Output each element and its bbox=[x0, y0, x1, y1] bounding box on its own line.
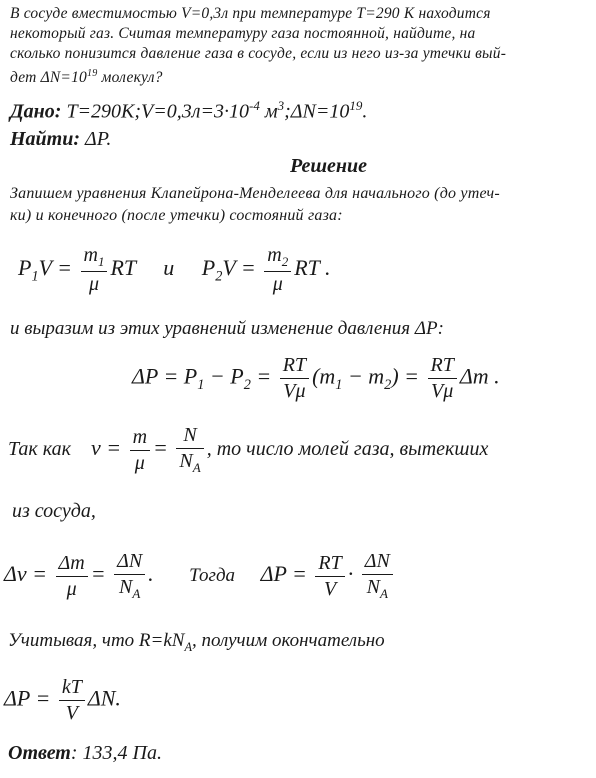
equation-pressure-change: $\Delta P = P_1 - P_2$ = $\frac{RT}{V\mu}$ $(m_1 - m_2)$ = $\frac{RT}{V\mu}$ Δm . bbox=[132, 354, 500, 402]
answer-label: Ответ bbox=[8, 742, 71, 764]
solution-heading: Решение bbox=[290, 155, 368, 177]
text-5: Учитывая, что $R=kN_A$, получим окончательно bbox=[8, 630, 385, 654]
text-2: и выразим из этих уравнений изменение давления ΔP: bbox=[10, 318, 444, 339]
given-label: Дано: bbox=[10, 100, 62, 123]
answer-line: Ответ: 133,4 Па. bbox=[8, 742, 162, 764]
text-1-line-1: Запишем уравнения Клапейрона-Менделеева для начального (до утеч- bbox=[10, 185, 500, 202]
problem-line-4: дет $\Delta N=10^{19}$ молекул? bbox=[10, 68, 163, 87]
equation-clapeyron: $P_1V$ = $\frac{m_1}{\mu}$ RT и $P_2V$ = $\frac{m_2}{\mu}$ RT . bbox=[18, 244, 331, 295]
problem-line-1: В сосуде вместимостью V=0,3л при температуре T=290 K находится bbox=[10, 5, 491, 22]
find-label: Найти: bbox=[10, 128, 81, 150]
equation-moles: Δν = $\frac{\Delta m}{\mu}$ = $\frac{\Delta N}{N_A}$ . Тогда ΔP = $\frac{RT}{V}$ · $\frac{\Delta N}{N_A}$ bbox=[4, 550, 396, 602]
find-line: Найти: ΔP. bbox=[10, 128, 112, 150]
problem-line-2: некоторый газ. Считая температуру газа постоянной, найдите, на bbox=[10, 25, 476, 42]
given-line: Дано: $T=290K;V=0,3л=3\cdot 10^{-4}$ $м^3;\Delta N=10^{19}$. bbox=[10, 98, 368, 123]
text-1-line-2: ки) и конечного (после утечки) состояний газа: bbox=[10, 207, 343, 224]
equation-final: ΔP = $\frac{kT}{V}$ ΔN. bbox=[4, 676, 121, 724]
problem-line-3: сколько понизится давление газа в сосуде, если из него из-за утечки вый- bbox=[10, 45, 507, 62]
text-3: Так как ν = $\frac{m}{\mu}$ = $\frac{N}{N_A}$ , то число молей газа, вытекших bbox=[8, 424, 489, 475]
text-4: из сосуда, bbox=[12, 500, 96, 522]
